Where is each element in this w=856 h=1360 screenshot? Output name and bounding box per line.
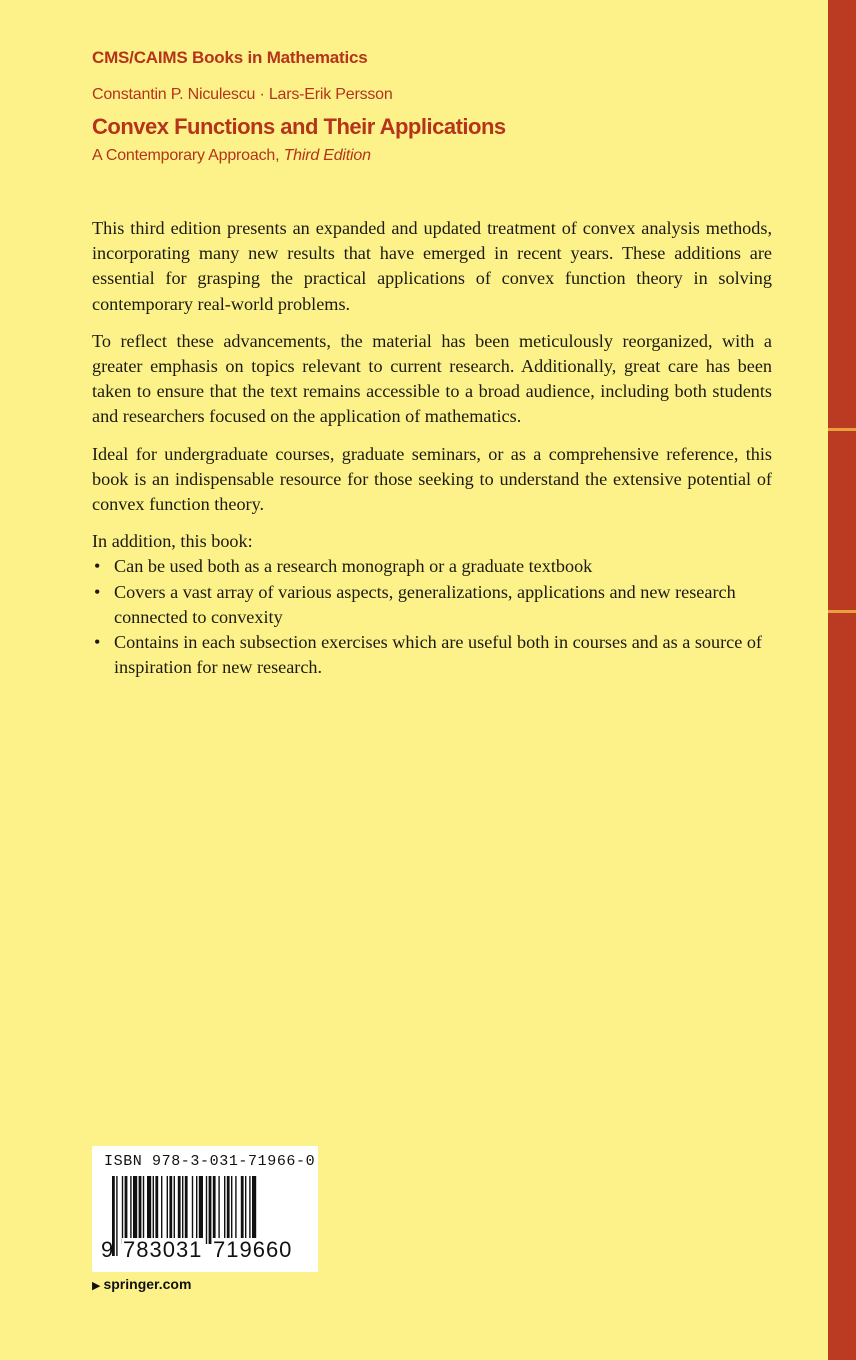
isbn-number: ISBN 978-3-031-71966-0: [104, 1153, 316, 1170]
arrow-right-icon: ▶: [92, 1280, 101, 1292]
barcode-bar: [174, 1176, 175, 1244]
barcode-bar: [235, 1176, 236, 1244]
barcode-bar: [218, 1176, 219, 1244]
barcode-bar: [139, 1176, 142, 1244]
list-item: [92, 554, 772, 579]
isbn-barcode-box: [92, 1146, 318, 1272]
barcode-digits: [100, 1238, 312, 1262]
subtitle-edition: Third Edition: [283, 147, 371, 164]
barcode-bar: [122, 1176, 123, 1244]
barcode-bar: [147, 1176, 151, 1244]
barcode-bar: [231, 1176, 232, 1244]
bullet-icon: •: [94, 581, 101, 602]
barcode-bar: [161, 1176, 162, 1244]
barcode-bar: [241, 1176, 244, 1244]
blurb-paragraph: To reflect these advancements, the material has been meticulously reorganized, with a greater emphasis on topics relevant to current research. Additionally, great care has been taken to ensure that the text remains accessible to a broad audience, including both students and researchers focused on the application of mathematics.: [92, 330, 772, 427]
list-item: [92, 580, 772, 630]
barcode-bar: [143, 1176, 144, 1244]
barcode-digits-left: 783031: [123, 1237, 203, 1262]
blurb: [92, 216, 772, 680]
bullet-icon: •: [94, 632, 101, 653]
book-title: Convex Functions and Their Applications: [92, 114, 506, 139]
barcode-bar: [196, 1176, 197, 1244]
subtitle-main: A Contemporary Approach,: [92, 147, 284, 164]
barcode-bar: [155, 1176, 158, 1244]
spine-mark-lower: [828, 610, 856, 613]
blurb-paragraph: This third edition presents an expanded and updated treatment of convex analysis methods, incorporating many new results that have emerged in recent years. These additions are essential for grasping the practical applications of convex function theory in solving contemporary real-world problems.: [92, 218, 772, 314]
barcode-bar: [209, 1176, 212, 1244]
barcode-bar: [169, 1176, 172, 1244]
barcode-bar: [245, 1176, 246, 1244]
bullet-icon: •: [94, 556, 101, 577]
barcode-bar: [192, 1176, 193, 1244]
authors: Constantin P. Niculescu · Lars-Erik Persson: [92, 86, 393, 103]
publisher-website[interactable]: [92, 1276, 191, 1292]
barcode-bar: [178, 1176, 181, 1244]
spine-mark-upper: [828, 428, 856, 431]
list-item-text: Covers a vast array of various aspects, generalizations, applications and new research connected to convexity: [114, 581, 736, 627]
barcode-bar: [213, 1176, 216, 1244]
list-item-text: Contains in each subsection exercises which are useful both in courses and as a source of inspiration for new research.: [114, 632, 762, 678]
barcode-bar: [227, 1176, 230, 1244]
barcode-bar: [167, 1176, 168, 1244]
website-label: springer.com: [103, 1276, 192, 1292]
blurb-paragraph: Ideal for undergraduate courses, graduate seminars, or as a comprehensive reference, this book is an indispensable resource for those seeking to understand the extensive potential of convex function theory.: [92, 443, 772, 515]
list-item: [92, 630, 772, 680]
barcode-bar: [125, 1176, 128, 1244]
barcode-bar: [206, 1176, 207, 1244]
series-name: CMS/CAIMS Books in Mathematics: [92, 48, 368, 67]
book-subtitle: [92, 147, 371, 165]
barcode-bar: [224, 1176, 225, 1244]
barcode-bar: [130, 1176, 131, 1244]
barcode-bar: [199, 1176, 203, 1244]
spine-stripe: [828, 0, 856, 1360]
feature-list: [92, 554, 772, 680]
barcode-digit-first: 9: [101, 1237, 114, 1262]
barcode-bar: [133, 1176, 137, 1244]
list-item-text: Can be used both as a research monograph or a graduate textbook: [114, 556, 593, 577]
barcode-bar: [153, 1176, 154, 1244]
barcode-digits-right: 719660: [213, 1237, 293, 1262]
list-intro: In addition, this book:: [92, 531, 253, 552]
